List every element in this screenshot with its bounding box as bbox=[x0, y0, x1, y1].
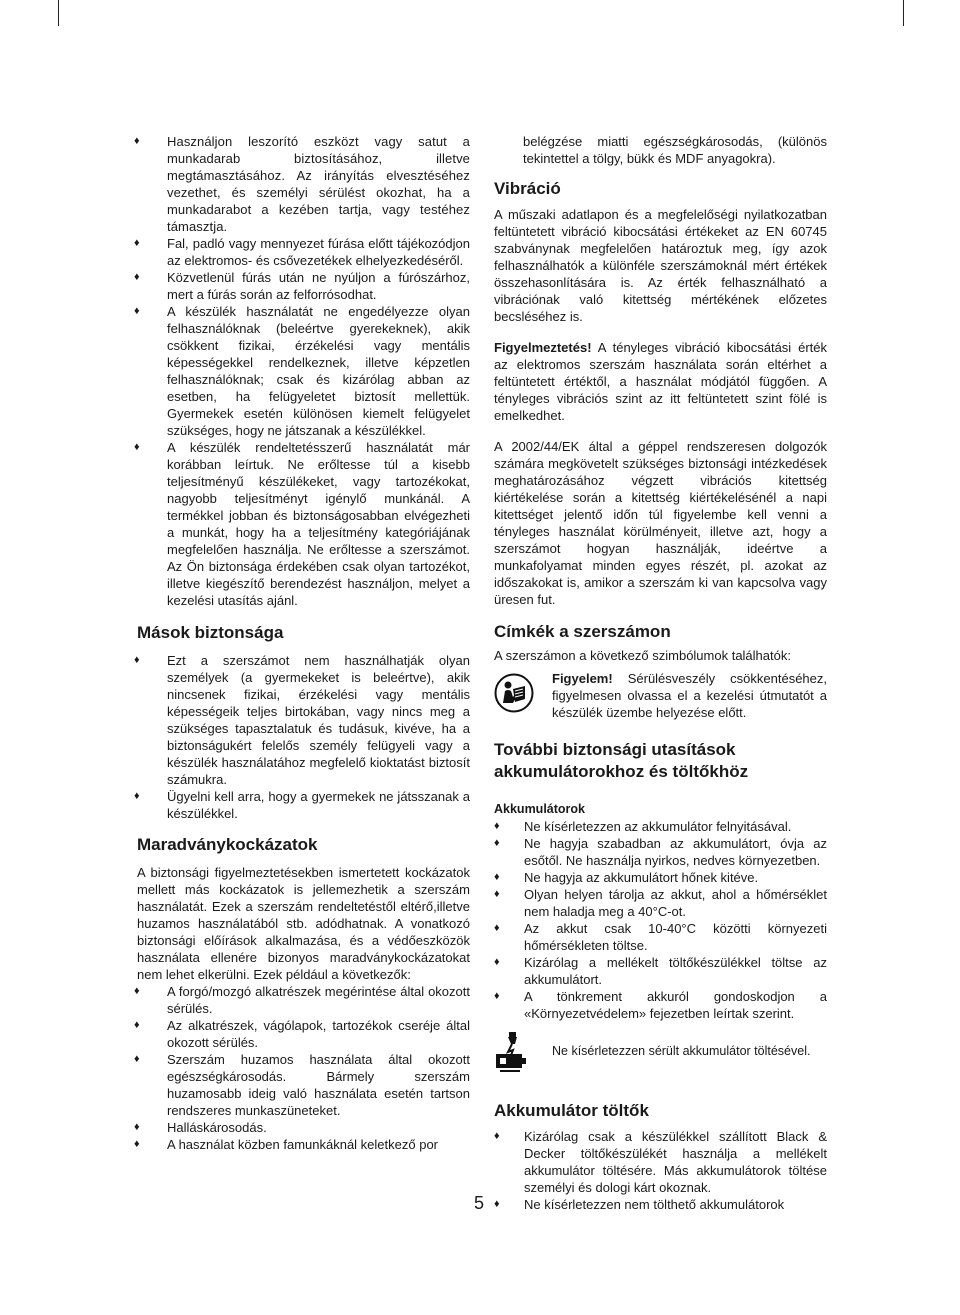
additional-safety-heading: További biztonsági utasítások akkumulátorokhoz és töltőkhöz bbox=[494, 740, 749, 781]
list-item: ♦ Olyan helyen tárolja az akkut, ahol a hőmérséklet nem haladja meg a 40°C-ot. bbox=[494, 887, 827, 919]
list-item: ♦ Ne hagyja szabadban az akkumulátort, óvja az esőtől. Ne használja nyirkos, nedves környezetben. bbox=[494, 836, 827, 868]
crop-mark-left bbox=[58, 0, 59, 26]
damaged-battery-text: Ne kísérletezzen sérült akkumulátor töltésével. bbox=[552, 1044, 811, 1058]
list-item: ♦ Ügyelni kell arra, hogy a gyermekek ne játsszanak a készülékkel. bbox=[134, 789, 470, 821]
left-column bbox=[134, 133, 470, 1153]
residual-intro: A biztonsági figyelmeztetésekben ismertetett kockázatok mellett más kockázatok is jellemezhetik a szerszám használatát. Ezek a szerszám rendeltetéstől eltérő,illetve huzamos használatából stb. adódhatnak. A vonatkozó biztonsági előírások alkalmazása, és a védőeszközök használata ellenére bizonyos maradványkockázatokat nem lehet elkerülni. Ezek például a következők: bbox=[137, 865, 470, 982]
read-manual-icon bbox=[494, 673, 534, 713]
list-item: ♦ A forgó/mozgó alkatrészek megérintése által okozott sérülés. bbox=[134, 984, 470, 1016]
batteries-heading: Akkumulátorok bbox=[494, 802, 585, 816]
labels-warning-label: Figyelem! bbox=[552, 671, 613, 686]
bullet-diamond-icon: ♦ bbox=[134, 1019, 140, 1031]
damaged-battery-row bbox=[494, 1030, 827, 1076]
list-item: ♦ A készülék rendeltetésszerű használatát már korábban leírtuk. Ne erőltesse túl a kisebb teljesítményű készülékeket, vagy tartozékokat, nagyobb teljesítményt igénylő munkánál. A termékkel jobban és biztonságosabban elvégezheti a munkát, hogy ha a teljesítmény kategóriájának megfelelően használja. Ne erőltesse a szerszámot. Az Ön biztonsága érdekében csak olyan tartozékot, illetve kiegészítő berendezést használjon, melyet a kezelési utasítás ajánl. bbox=[134, 440, 470, 608]
vibration-paragraph: A műszaki adatlapon és a megfelelőségi nyilatkozatban feltüntetett vibráció kibocsátási értékeket az EN 60745 szabványnak megfelelően határoztuk meg, így azok felhasználhatók a különféle szerszámoknál mért értékek összehasonlítására is. Az érték felhasználható a vibrációnak való kitettség mértékének előzetes becsléséhez is. bbox=[494, 207, 827, 324]
list-item: ♦ Ezt a szerszámot nem használhatják olyan személyek (a gyermekeket is beleértve), akik nincsenek fizikai, érzékelési vagy mentális képességeik teljes birtokában, vagy nincs meg a szükséges tapasztalatuk és tudásuk, kivéve, ha a biztonságukért felelős személy felügyeli vagy a készülék használatához megfelelő kioktatást biztosít számukra. bbox=[134, 653, 470, 787]
list-item: ♦ Ne kísérletezzen nem tölthető akkumulátorok bbox=[494, 1197, 785, 1212]
list-item: ♦ Fal, padló vagy mennyezet fúrása előtt tájékozódjon az elektromos- és csővezetékek elhelyezkedéséről. bbox=[134, 236, 470, 268]
list-item: ♦ Használjon leszorító eszközt vagy satut a munkadarab biztosításához, illetve megtámasztásához. Az irányítás elvesztéséhez vezethet, és személyi sérülést okozhat, ha a munkadarabot a kezében tartja, vagy testéhez támasztja. bbox=[134, 134, 470, 234]
bullet-diamond-icon: ♦ bbox=[134, 237, 140, 249]
list-item: ♦ A készülék használatát ne engedélyezze olyan felhasználóknak (beleértve gyerekeknek), akik csökkent fizikai, érzékelési vagy mentális képességekkel rendelkeznek, illetve képzetlen felhasználóknak; csak és kizárólag abban az esetben, ha felügyeletet biztosít mellettük. Gyermekek esetén különösen kiemelt felügyelet szükséges, hogy ne játszanak a készülékkel. bbox=[134, 304, 470, 438]
vibration-directive-paragraph: A 2002/44/EK által a géppel rendszeresen dolgozók számára megkövetelt szükséges biztonsági intézkedések meghatározásához végzett vibrációs kitettség kiértékelése során a kitettség kiértékelésénél a napi kitettséget jelentő időn túl figyelembe kell venni a tényleges használat körülményeit, illetve azt, hogy a szerszámot hogyan használják, ideértve a munkafolyamat minden egyes részét, pl. azokat az időszakokat is, amikor a szerszám ki van kapcsolva vagy üresen fut. bbox=[494, 439, 827, 607]
bullet-diamond-icon: ♦ bbox=[134, 1138, 140, 1150]
vibration-heading: Vibráció bbox=[494, 179, 561, 198]
others-safety-heading: Mások biztonsága bbox=[137, 623, 284, 642]
list-item: ♦ Kizárólag csak a készülékkel szállított Black & Decker töltőkészülékét használja a mellékelt akkumulátor töltésére. Más akkumulátorok töltése személyi és dologi kárt okoznak. bbox=[494, 1129, 827, 1195]
right-column bbox=[494, 133, 827, 1213]
list-item: ♦ Az alkatrészek, vágólapok, tartozékok cseréje által okozott sérülés. bbox=[134, 1018, 470, 1050]
list-item: ♦ Szerszám huzamos használata által okozott egészségkárosodás. Bármely szerszám huzamosabb ideig való használata esetén tartson rendszeres munkaszüneteket. bbox=[134, 1052, 470, 1118]
tool-labels-heading: Címkék a szerszámon bbox=[494, 622, 671, 641]
bullet-diamond-icon: ♦ bbox=[134, 1053, 140, 1065]
bullet-diamond-icon: ♦ bbox=[134, 654, 140, 666]
bullet-diamond-icon: ♦ bbox=[134, 441, 140, 453]
list-item: ♦ Az akkut csak 10-40°C közötti környezeti hőmérsékleten töltse. bbox=[494, 921, 827, 953]
page-number: 5 bbox=[474, 1193, 485, 1213]
bullet-diamond-icon: ♦ bbox=[134, 271, 140, 283]
bullet-diamond-icon: ♦ bbox=[494, 1198, 500, 1210]
list-item: ♦ Ne hagyja az akkumulátort hőnek kitéve. bbox=[494, 870, 759, 885]
list-item: ♦ Halláskárosodás. bbox=[134, 1120, 267, 1135]
bullet-diamond-icon: ♦ bbox=[134, 305, 140, 317]
list-item: ♦ A használat közben famunkáknál keletkező por bbox=[134, 1137, 439, 1152]
bullet-diamond-icon: ♦ bbox=[494, 956, 500, 968]
list-item: ♦ A tönkrement akkuról gondoskodjon a «Környezetvédelem» fejezetben leírtak szerint. bbox=[494, 989, 827, 1021]
crop-mark-right bbox=[903, 0, 904, 26]
vibration-warning-paragraph: Figyelmeztetés! A tényleges vibráció kibocsátási érték az elektromos szerszám használata során eltérhet a feltüntetett értéktől, a használat módjától függően. A tényleges vibrációs szint az itt feltüntetett szint fölé is emelkedhet. bbox=[494, 340, 827, 423]
manual-warning-row: Figyelem! Sérülésveszély csökkentéséhez, figyelmesen olvassa el a kezelési útmutatót a készülék üzembe helyezése előtt. bbox=[494, 670, 827, 721]
list-item: ♦ Közvetlenül fúrás után ne nyúljon a fúrószárhoz, mert a fúrás során az felforrósodhat. bbox=[134, 270, 470, 302]
chargers-heading: Akkumulátor töltők bbox=[494, 1101, 649, 1120]
bullet-diamond-icon: ♦ bbox=[134, 1121, 140, 1133]
list-item: ♦ Kizárólag a mellékelt töltőkészülékkel töltse az akkumulátort. bbox=[494, 955, 827, 987]
residual-risks-heading: Maradványkockázatok bbox=[137, 835, 318, 854]
list-item: ♦ Ne kísérletezzen az akkumulátor felnyitásával. bbox=[494, 819, 792, 834]
bullet-diamond-icon: ♦ bbox=[494, 990, 500, 1002]
continuation-text: belégzése miatti egészségkárosodás, (különös tekintettel a tölgy, bükk és MDF anyagokra). bbox=[523, 134, 827, 166]
bullet-diamond-icon: ♦ bbox=[494, 871, 500, 883]
labels-intro: A szerszámon a következő szimbólumok találhatók: bbox=[494, 648, 791, 663]
warning-label: Figyelmeztetés! bbox=[494, 340, 592, 355]
bullet-diamond-icon: ♦ bbox=[134, 790, 140, 802]
bullet-diamond-icon: ♦ bbox=[494, 837, 500, 849]
bullet-diamond-icon: ♦ bbox=[134, 985, 140, 997]
bullet-diamond-icon: ♦ bbox=[494, 820, 500, 832]
bullet-diamond-icon: ♦ bbox=[494, 1130, 500, 1142]
bullet-diamond-icon: ♦ bbox=[494, 888, 500, 900]
bullet-diamond-icon: ♦ bbox=[494, 922, 500, 934]
bullet-diamond-icon: ♦ bbox=[134, 135, 140, 147]
